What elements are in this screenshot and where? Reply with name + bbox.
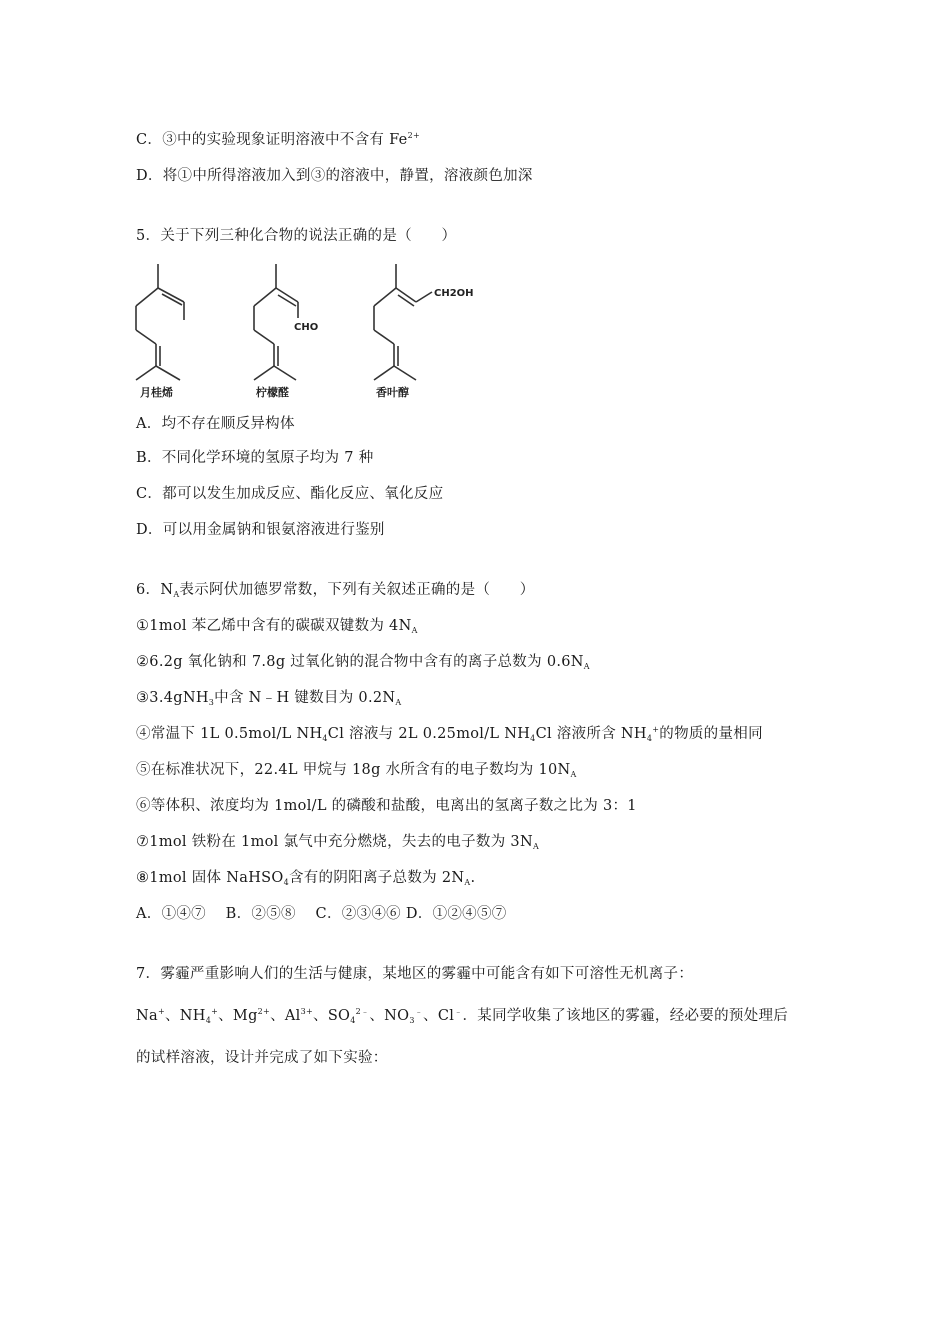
q7-line-3: 的试样溶液，设计并完成了如下实验：: [136, 1050, 388, 1066]
q5-option-d: D．可以用金属钠和银氨溶液进行鉴别: [136, 522, 385, 538]
citral-name: 柠檬醛: [256, 386, 289, 398]
q7-ion-list: Na+、$NH_4^+$、$Mg^{2+}$、$Al^{3+}$、$SO_4^{2﹣}$、$NO_3^﹣$、Cl﹣．某同学收集了该地区的雾霾，经必要的预处理后: [136, 1007, 789, 1025]
q6-answer-choices: A．①④⑦ B．②⑤⑧ C．②③④⑥ D．①②④⑤⑦: [136, 906, 507, 922]
q6-statement-6: ⑥等体积、浓度均为 1mol/L 的磷酸和盐酸，电离出的氢离子数之比为 3：1: [136, 798, 637, 814]
molecule-myrcene: [136, 264, 184, 380]
myrcene-name: 月桂烯: [140, 386, 173, 398]
molecule-geraniol: [374, 264, 432, 380]
q5-option-c: C．都可以发生加成反应、酯化反应、氧化反应: [136, 486, 444, 502]
q4-option-d: D．将①中所得溶液加入到③的溶液中，静置，溶液颜色加深: [136, 168, 533, 184]
q7-line-1: 7．雾霾严重影响人们的生活与健康，某地区的雾霾中可能含有如下可溶性无机离子：: [136, 966, 694, 982]
q6-statement-1: ①1mol 苯乙烯中含有的碳碳双键数为 $4N_A$: [136, 618, 418, 635]
q6-statement-3: ③3.4gNH$_3$中含 N﹣H 键数目为 $0.2N_A$: [136, 690, 402, 707]
molecule-citral: [254, 264, 298, 380]
q5-option-b: B．不同化学环境的氢原子均为 7 种: [136, 450, 374, 466]
q6-statement-7: ⑦1mol 铁粉在 1mol 氯气中充分燃烧，失去的电子数为 $3N_A$: [136, 834, 540, 851]
q4-option-c: C．③中的实验现象证明溶液中不含有 $Fe^{2+}$: [136, 131, 420, 148]
q6-statement-5: ⑤在标准状况下，22.4L 甲烷与 18g 水所含有的电子数均为 $10N_A$: [136, 762, 577, 779]
q6-statement-8: ⑧1mol 固体 NaHSO$_4$含有的阴阳离子总数为 $2N_A$.: [136, 870, 476, 887]
q5-molecule-figure: [128, 258, 488, 398]
q6-statement-2: ②6.2g 氧化钠和 7.8g 过氧化钠的混合物中含有的离子总数为 $0.6N_A$: [136, 654, 590, 671]
q5-option-a: A．均不存在顺反异构体: [136, 416, 295, 432]
geraniol-group-label: CH2OH: [434, 288, 474, 299]
q6-stem: 6．$N_A$表示阿伏加德罗常数，下列有关叙述正确的是（ ）: [136, 582, 535, 599]
q5-stem: 5．关于下列三种化合物的说法正确的是（ ）: [136, 228, 457, 244]
geraniol-name: 香叶醇: [376, 386, 409, 398]
q6-statement-4: ④常温下 1L 0.5mol/L $NH_4Cl$ 溶液与 2L 0.25mol/L $NH_4Cl$ 溶液所含 $NH_4^+$的物质的量相同: [136, 725, 763, 743]
citral-group-label: CHO: [294, 322, 319, 333]
